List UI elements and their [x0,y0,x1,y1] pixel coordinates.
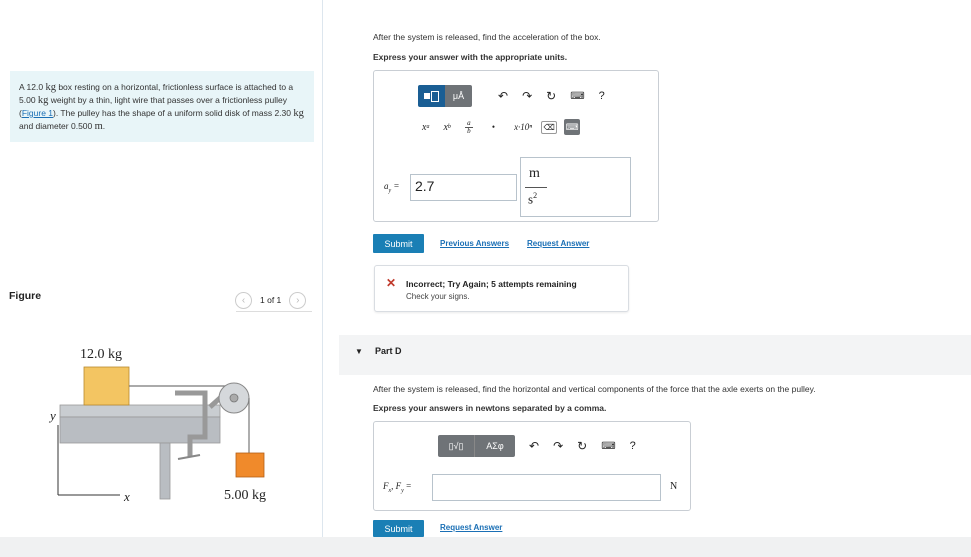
problem-text: box resting on a horizontal, frictionless surface is attached to a 5.00 [19,82,294,105]
keyboard-icon[interactable]: ⌨ [601,440,616,452]
var-y: y [401,487,404,494]
weight-5kg [236,453,264,477]
part-c-instruction: Express your answer with the appropriate units. [373,52,568,62]
part-d-title: Part D [375,346,402,356]
templates-icon[interactable]: ▯√▯ [438,435,474,457]
var-x: x [388,487,392,494]
feedback-incorrect [374,265,629,312]
unit-fraction-bar [525,187,547,188]
reset-icon[interactable]: ↻ [546,89,557,103]
divider [236,311,312,312]
unit-numerator: m [529,166,540,181]
x-axis-label: x [124,489,130,504]
templates-icon[interactable] [418,85,445,107]
part-d-header[interactable] [339,335,971,375]
undo-icon[interactable]: ↶ [498,89,509,103]
request-answer-link-part-d[interactable]: Request Answer [440,523,503,532]
var-f: F [395,481,402,491]
figure-pager [235,290,306,310]
problem-text: and diameter 0.500 [19,121,95,131]
error-icon: ✕ [386,276,397,290]
fraction-bottom: b [465,127,473,135]
fraction-button[interactable] [465,120,473,135]
collapse-caret-icon: ▼ [355,347,363,356]
fraction-top: a [467,118,471,127]
var-f: F [383,481,389,491]
prev-figure-button[interactable]: ‹ [235,292,252,309]
y-axis-label: y [50,408,56,423]
feedback-title: Incorrect; Try Again; 5 attempts remaining [406,279,577,289]
unit-exponent: 2 [533,191,538,200]
greek-symbols-button[interactable]: ΑΣφ [474,435,515,457]
bottom-bar [0,537,971,557]
part-d-instruction: Express your answers in newtons separated by a comma. [373,403,607,413]
pulley-axle [230,394,238,402]
problem-text: weight by a thin, light wire that passes over a frictionless pulley ( [19,95,287,118]
keyboard-toggle-icon[interactable]: ⌨ [564,119,580,135]
figure-link[interactable]: Figure 1 [21,108,54,118]
answer-box-part-c [373,70,659,222]
toolbar-row-1 [418,85,612,107]
subscript-button[interactable]: x b [443,121,451,133]
request-answer-link-part-c[interactable]: Request Answer [527,239,590,248]
var-main: a [384,181,389,191]
table-leg [160,443,170,499]
equals-sign: = [403,481,412,491]
keyboard-icon[interactable]: ⌨ [570,90,585,102]
part-d-question: After the system is released, find the horizontal and vertical components of the force that the axle exerts on the pulley. [373,384,816,394]
pulley-diagram [40,335,300,515]
force-variable-label: $F_x$, $F_y$ = [383,481,412,494]
reset-icon[interactable]: ↻ [577,439,588,453]
variable-label: $a_y$ = [384,181,400,194]
problem-text: ). The pulley has the shape of a uniform solid disk of mass 2.30 [53,108,294,118]
submit-button-part-d[interactable]: Submit [373,520,424,537]
units-input[interactable] [520,157,631,217]
unit-kg: kg [293,108,304,119]
help-icon[interactable]: ? [598,90,605,102]
help-icon[interactable]: ? [629,440,636,452]
redo-icon[interactable]: ↷ [553,439,564,453]
unit-denominator [528,191,537,207]
table-top [60,405,220,417]
answer-box-part-d [373,421,691,511]
problem-statement [10,71,314,142]
dot-button[interactable]: • [491,122,496,132]
template-button-group-d [438,435,515,457]
unit-kg: kg [37,95,49,106]
submit-button-part-c[interactable]: Submit [373,234,424,253]
delete-icon[interactable]: ⌫ [541,121,557,134]
problem-text: . [102,121,106,131]
left-panel [0,0,323,537]
var-sub: y [388,187,392,194]
problem-text: A 12.0 [19,82,46,92]
box-mass-label: 12.0 kg [80,347,122,362]
box-12kg [84,367,129,405]
unit-m: m [94,121,103,132]
part-c-question: After the system is released, find the acceleration of the box. [373,32,601,42]
weight-mass-label: 5.00 kg [224,488,266,503]
unit-s: s [528,191,534,207]
toolbar-part-d [438,435,643,457]
figure-heading: Figure [9,290,42,302]
template-button-group [418,85,472,107]
units-button[interactable]: μÅ [445,85,472,107]
figure-page-indicator: 1 of 1 [260,295,282,305]
unit-kg: kg [45,82,56,93]
previous-answers-link[interactable]: Previous Answers [440,239,510,248]
right-panel [323,0,971,537]
scientific-notation-button[interactable]: x·10ⁿ [514,122,533,132]
superscript-button[interactable]: x a [422,121,430,133]
feedback-hint: Check your signs. [406,292,470,301]
next-figure-button[interactable]: › [289,292,306,309]
toolbar-row-2 [418,119,587,135]
force-components-input[interactable] [432,474,661,501]
undo-icon[interactable]: ↶ [529,439,540,453]
value-input[interactable]: 2.7 [410,174,517,201]
unit-newtons: N [670,481,678,492]
redo-icon[interactable]: ↷ [522,89,533,103]
